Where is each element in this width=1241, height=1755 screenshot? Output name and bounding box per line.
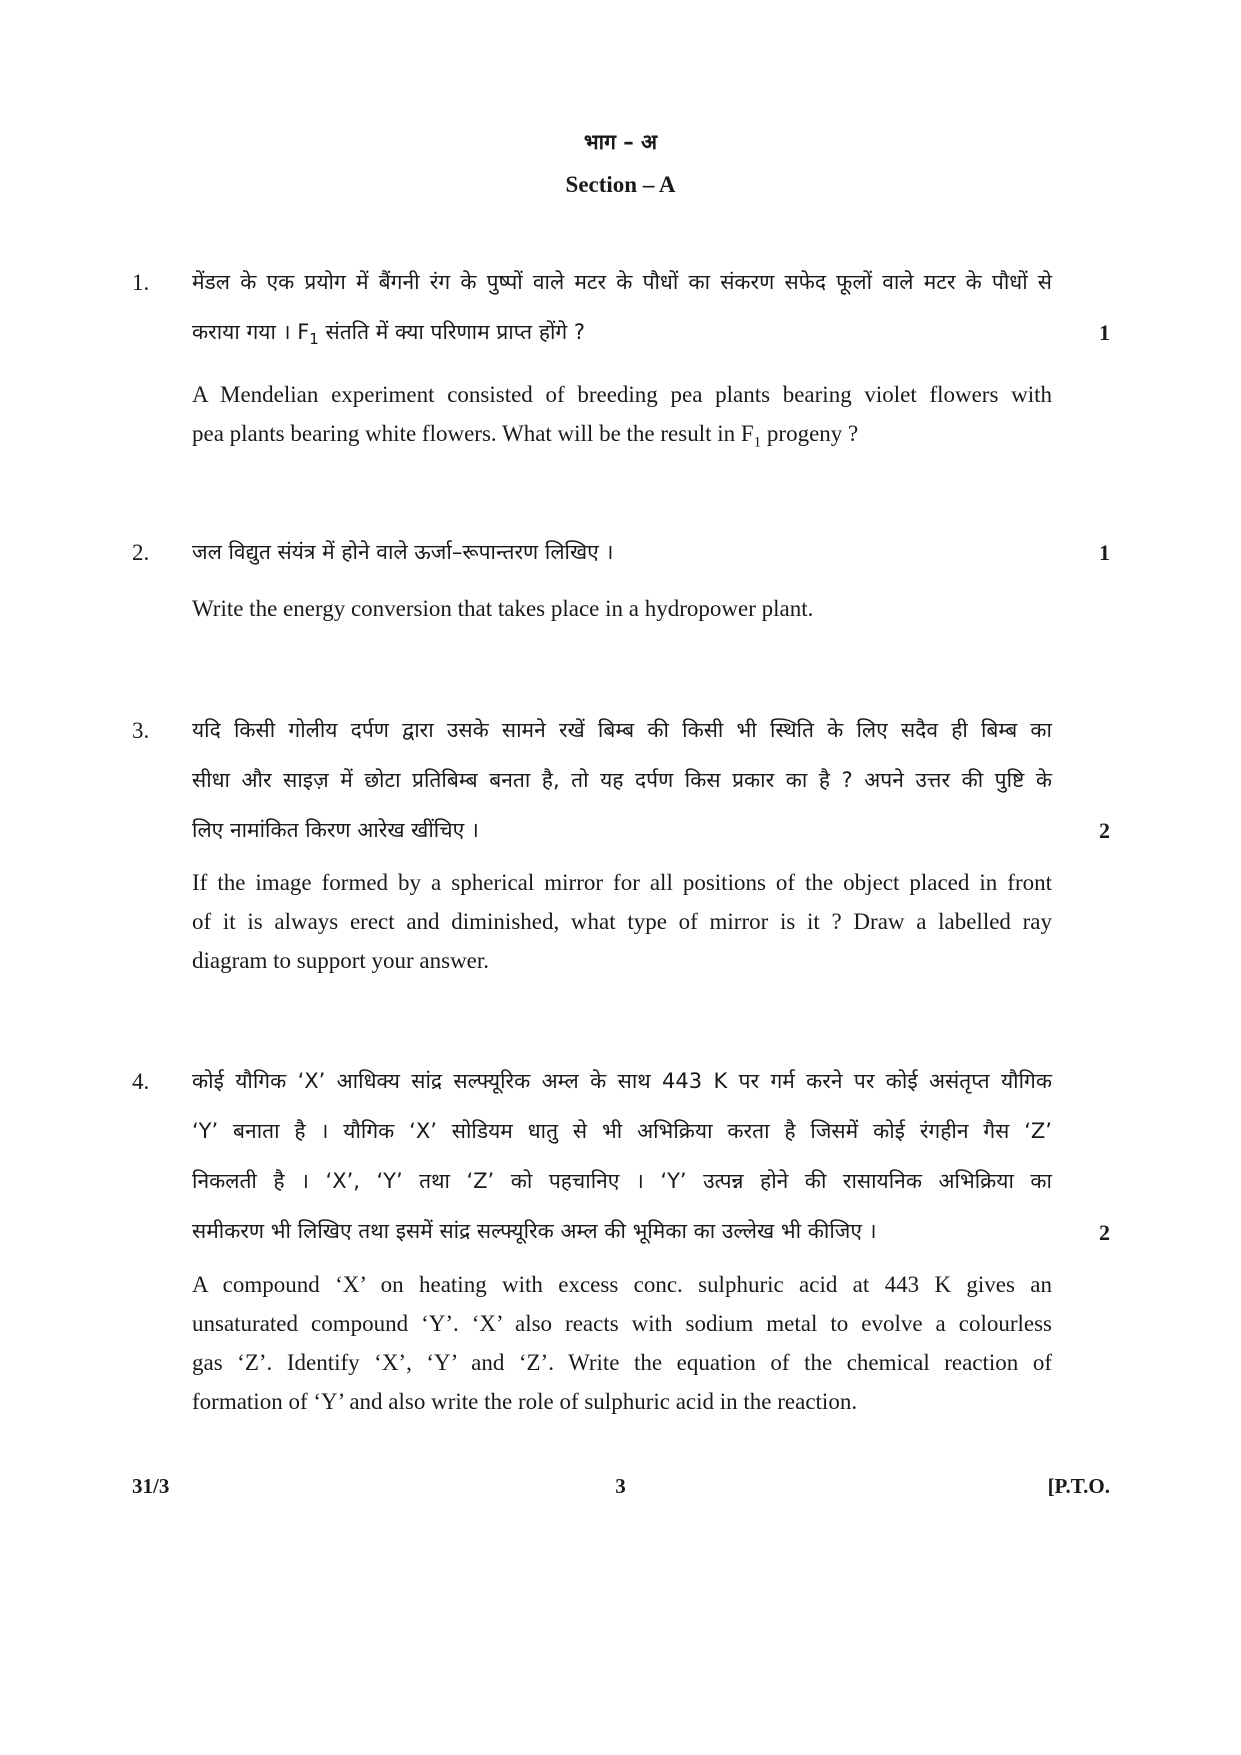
question-marks: 1: [1099, 540, 1110, 565]
question-marks: 1: [1099, 320, 1110, 345]
question-english-line: A Mendelian experiment consisted of breeding pea plants bearing violet flowers with: [192, 382, 1052, 407]
section-title-hindi: भाग – अ: [583, 130, 658, 154]
question-marks: 2: [1099, 818, 1110, 843]
question-number: 1.: [132, 270, 150, 295]
question-hindi-line: समीकरण भी लिखिए तथा इसमें सांद्र सल्फ्यूरिक अम्ल की भूमिका का उल्लेख भी कीजिए ।: [192, 1219, 877, 1243]
question-english-line: formation of ‘Y’ and also write the role of sulphuric acid in the reaction.: [192, 1389, 858, 1414]
question-english-line: of it is always erect and diminished, what type of mirror is it ? Draw a labelled ray: [192, 909, 1052, 934]
question-hindi-line: यदि किसी गोलीय दर्पण द्वारा उसके सामने रखें बिम्ब की किसी भी स्थिति के लिए सदैव ही बिम्ब का: [192, 718, 1052, 742]
question-hindi-line: मेंडल के एक प्रयोग में बैंगनी रंग के पुष्पों वाले मटर के पौधों का संकरण सफेद फूलों वाले मटर के पौधों से: [192, 270, 1052, 294]
question-english-line: A compound ‘X’ on heating with excess conc. sulphuric acid at 443 K gives an: [192, 1272, 1052, 1297]
question-hindi-line: सीधा और साइज़ में छोटा प्रतिबिम्ब बनता है, तो यह दर्पण किस प्रकार का है ? अपने उत्तर की पुष्टि के: [192, 768, 1052, 792]
question-number: 2.: [132, 540, 150, 565]
question-english-line: If the image formed by a spherical mirror for all positions of the object placed in front: [192, 870, 1052, 895]
page-number: 3: [615, 1474, 626, 1498]
question-number: 3.: [132, 718, 150, 743]
question-marks: 2: [1099, 1220, 1110, 1245]
question-hindi-line: ‘Y’ बनाता है । यौगिक ‘X’ सोडियम धातु से भी अभिक्रिया करता है जिसमें कोई रंगहीन गैस ‘Z’: [192, 1119, 1052, 1143]
paper-code: 31/3: [132, 1474, 170, 1498]
question-english-line: pea plants bearing white flowers. What will be the result in $F_1$ progeny ?: [192, 421, 859, 451]
question-hindi-line: लिए नामांकित किरण आरेख खींचिए ।: [192, 818, 479, 842]
section-title-english: Section – A: [565, 172, 676, 197]
question-hindi-line: कराया गया । $F_1$ संतति में क्या परिणाम प्राप्त होंगे ?: [192, 320, 586, 349]
question-hindi-line: निकलती है । ‘X’, ‘Y’ तथा ‘Z’ को पहचानिए । ‘Y’ उत्पन्न होने की रासायनिक अभिक्रिया का: [192, 1169, 1052, 1193]
pto-label: [P.T.O.: [1047, 1474, 1110, 1498]
question-english-line: unsaturated compound ‘Y’. ‘X’ also reacts with sodium metal to evolve a colourless: [192, 1311, 1052, 1336]
question-hindi-line: कोई यौगिक ‘X’ आधिक्य सांद्र सल्फ्यूरिक अम्ल के साथ 443 K पर गर्म करने पर कोई असंतृप्त यौगिक: [192, 1069, 1052, 1093]
question-english-line: diagram to support your answer.: [192, 948, 490, 973]
question-hindi-line: जल विद्युत संयंत्र में होने वाले ऊर्जा–रूपान्तरण लिखिए ।: [192, 540, 614, 564]
question-number: 4.: [132, 1069, 150, 1094]
question-english-line: Write the energy conversion that takes place in a hydropower plant.: [192, 596, 814, 621]
question-english-line: gas ‘Z’. Identify ‘X’, ‘Y’ and ‘Z’. Write the equation of the chemical reaction of: [192, 1350, 1052, 1375]
